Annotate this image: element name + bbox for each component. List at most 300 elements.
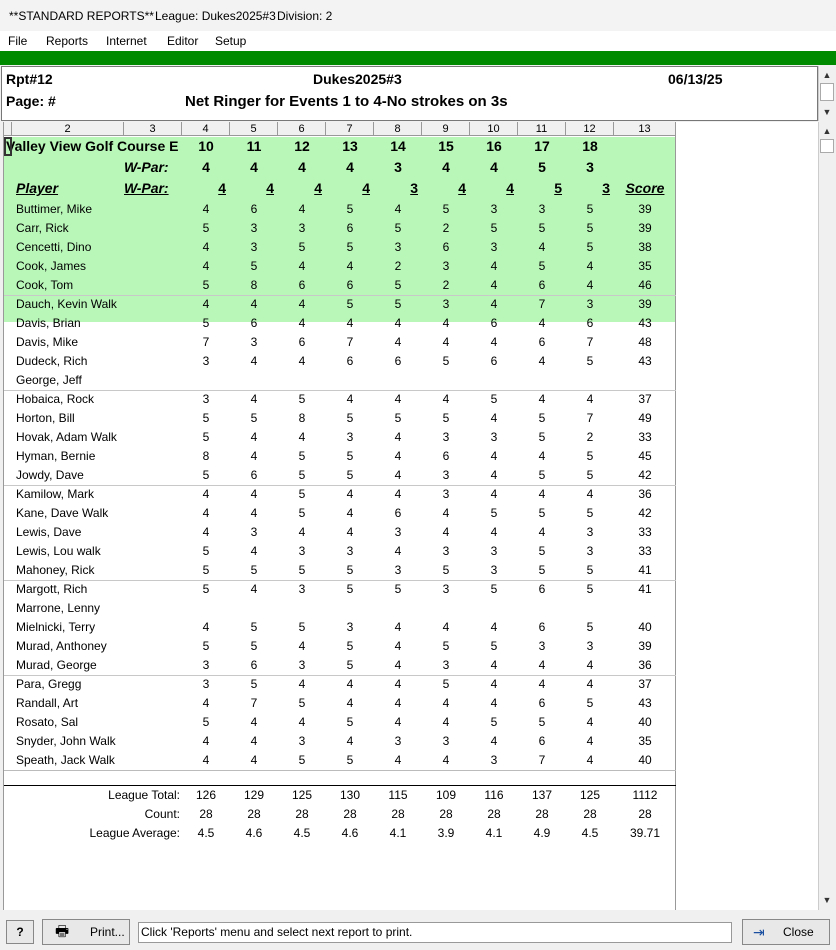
player-hole-score: 4 [490,335,498,349]
main-scrollbar[interactable] [818,122,835,910]
player-hole-score: 5 [250,620,258,634]
player-hole-score: 6 [250,202,258,216]
report-subtitle: Net Ringer for Events 1 to 4-No strokes on 3s [185,93,508,110]
player-hole-score: 3 [250,240,258,254]
hole-number: 17 [534,138,550,154]
summary-value: 4.5 [197,826,215,840]
player-hole-score: 5 [490,392,498,406]
player-hole-score: 3 [346,430,354,444]
player-hole-score: 4 [538,525,546,539]
player-hole-score: 4 [202,240,210,254]
player-hole-score [278,371,326,390]
player-hole-score: 8 [250,278,258,292]
player-name: Mielnicki, Terry [16,620,96,634]
summary-value: 137 [531,788,553,802]
summary-value: 129 [243,788,265,802]
summary-value: 115 [388,788,408,802]
report-league-name: Dukes2025#3 [313,71,402,87]
col-header[interactable]: 7 [326,122,374,136]
player-total-score: 35 [638,734,652,748]
player-name: Dauch, Kevin Walk [16,297,117,311]
player-hole-score: 5 [538,563,546,577]
summary-value: 4.5 [293,826,311,840]
player-hole-score: 5 [490,506,498,520]
wpar-value: 4 [490,159,498,175]
player-hole-score: 5 [394,278,402,292]
hole-number: 18 [582,138,598,154]
report-header [1,66,818,121]
player-hole-score: 5 [298,487,306,501]
hole-number: 12 [294,138,310,154]
player-name: Lewis, Lou walk [16,544,101,558]
player-hole-score: 5 [202,430,210,444]
col-header[interactable]: 8 [374,122,422,136]
header-scroll-thumb[interactable] [820,83,834,101]
player-total-score: 35 [638,259,652,273]
player-hole-score: 3 [490,563,498,577]
player-hole-score: 5 [346,658,354,672]
title-bar [0,0,836,31]
player-hole-score: 4 [202,696,210,710]
player-name: Cook, Tom [16,278,74,292]
player-hole-score: 3 [346,544,354,558]
summary-value: 130 [339,788,361,802]
player-hole-score [470,599,518,618]
menu-setup[interactable]: Setup [215,34,247,48]
player-hole-score: 5 [298,753,306,767]
player-hole-score: 5 [394,582,402,596]
player-hole-score: 5 [202,582,210,596]
col-header[interactable]: 2 [12,122,124,136]
player-hole-score: 4 [394,696,402,710]
player-hole-score: 5 [538,468,546,482]
player-hole-score: 4 [442,620,450,634]
player-total-score: 40 [638,715,652,729]
player-hole-score: 5 [298,563,306,577]
player-hole-score: 4 [586,734,594,748]
player-hole-score: 3 [202,392,210,406]
player-hole-score: 4 [394,468,402,482]
player-hole-score: 3 [202,677,210,691]
player-hole-score: 4 [394,430,402,444]
player-hole-score: 6 [586,316,594,330]
close-label: Close [783,925,814,939]
player-hole-score: 4 [586,392,594,406]
exit-door-icon: ⇥ [753,924,765,940]
player-hole-score: 5 [538,411,546,425]
player-name: Rosato, Sal [16,715,79,729]
player-hole-score [182,371,230,390]
player-hole-score: 5 [298,449,306,463]
player-hole-score: 2 [442,221,450,235]
player-hole-score: 5 [586,563,594,577]
summary-value: 4.6 [341,826,359,840]
player-total-score: 41 [638,563,652,577]
menu-internet[interactable]: Internet [106,34,147,48]
player-hole-score: 4 [586,715,594,729]
player-hole-score: 5 [346,582,354,596]
player-hole-score: 5 [586,221,594,235]
player-hole-score: 3 [250,335,258,349]
player-hole-score: 5 [442,677,450,691]
player-total-score [616,371,674,390]
player-hole-score: 3 [394,240,402,254]
player-hole-score: 5 [586,354,594,368]
col-header[interactable]: 3 [124,122,182,136]
player-hole-score: 4 [538,449,546,463]
player-hole-score: 4 [490,620,498,634]
col-header[interactable]: 4 [182,122,230,136]
player-hole-score: 5 [250,411,258,425]
wpar-value: 4 [362,180,370,196]
player-hole-score: 5 [586,202,594,216]
player-hole-score: 3 [442,259,450,273]
player-hole-score: 4 [442,335,450,349]
player-hole-score: 8 [298,411,306,425]
player-hole-score [326,599,374,618]
player-hole-score: 5 [346,715,354,729]
hole-number: 16 [486,138,502,154]
player-hole-score: 5 [202,715,210,729]
summary-value: 28 [199,807,213,821]
player-hole-score: 7 [538,297,546,311]
player-hole-score: 5 [394,297,402,311]
player-hole-score: 3 [442,582,450,596]
player-hole-score: 6 [394,354,402,368]
menu-file[interactable]: File [8,34,28,48]
player-hole-score: 4 [202,734,210,748]
player-total-score: 41 [638,582,652,596]
player-hole-score: 4 [490,677,498,691]
player-hole-score: 4 [394,487,402,501]
player-name: Horton, Bill [16,411,75,425]
player-hole-score: 6 [538,620,546,634]
player-hole-score: 4 [586,259,594,273]
player-hole-score: 4 [394,392,402,406]
player-hole-score: 5 [250,563,258,577]
player-hole-score: 6 [250,468,258,482]
player-hole-score: 4 [586,278,594,292]
player-total-score: 42 [638,468,652,482]
division-title: Division: 2 [277,9,333,23]
scroll-down-icon[interactable]: ▼ [822,107,832,117]
player-hole-score: 3 [490,430,498,444]
player-hole-score: 3 [394,734,402,748]
player-name: Para, Gregg [16,677,82,691]
wpar-value: 4 [506,180,514,196]
player-hole-score: 4 [250,487,258,501]
summary-value: 4.1 [485,826,503,840]
player-hole-score: 4 [442,525,450,539]
player-total-score [616,599,674,618]
player-hole-score: 5 [538,221,546,235]
player-hole-score: 4 [346,392,354,406]
player-hole-score: 3 [394,563,402,577]
menu-reports[interactable]: Reports [46,34,89,48]
col-header[interactable]: 6 [278,122,326,136]
status-text: Click 'Reports' menu and select next report to print. [138,922,732,943]
player-hole-score: 4 [202,506,210,520]
summary-value: 4.5 [581,826,599,840]
col-header[interactable]: 5 [230,122,278,136]
player-name: Hyman, Bernie [16,449,96,463]
player-hole-score: 4 [394,658,402,672]
help-icon: ? [16,925,24,939]
player-hole-score: 5 [586,506,594,520]
wpar-value: 4 [202,159,210,175]
player-hole-score: 4 [202,259,210,273]
player-hole-score: 4 [202,620,210,634]
print-label: Print... [90,925,125,939]
player-hole-score: 6 [538,335,546,349]
wpar-value: 3 [410,180,418,196]
summary-value: 28 [343,807,357,821]
player-total-score: 45 [638,449,652,463]
player-hole-score: 5 [538,715,546,729]
player-hole-score: 5 [538,259,546,273]
col-header[interactable]: 10 [470,122,518,136]
player-name: Mahoney, Rick [16,563,95,577]
player-hole-score: 5 [346,297,354,311]
player-hole-score: 5 [586,582,594,596]
wpar-value: 4 [442,159,450,175]
summary-value: 125 [579,788,601,802]
player-hole-score: 3 [298,544,306,558]
player-hole-score: 5 [442,563,450,577]
player-hole-score: 4 [346,316,354,330]
player-hole-score: 5 [298,696,306,710]
main-scroll-thumb[interactable] [820,139,834,153]
player-hole-score: 7 [586,411,594,425]
printer-icon: 🖶 [55,923,70,940]
player-hole-score: 4 [298,202,306,216]
summary-total: 39.71 [629,826,661,840]
player-total-score: 39 [638,639,652,653]
player-hole-score: 5 [394,221,402,235]
player-hole-score: 5 [346,563,354,577]
player-total-score: 33 [638,430,652,444]
player-column-header: Player [16,180,59,196]
player-hole-score: 5 [202,316,210,330]
player-hole-score: 5 [346,240,354,254]
player-total-score: 49 [638,411,652,425]
player-hole-score: 5 [202,468,210,482]
player-hole-score: 4 [442,715,450,729]
hole-number: 14 [390,138,406,154]
player-hole-score: 4 [346,487,354,501]
bottom-bar [0,912,836,950]
player-hole-score: 4 [346,696,354,710]
player-hole-score: 4 [538,240,546,254]
app-title: **STANDARD REPORTS** [9,9,154,23]
wpar-value: 3 [394,159,402,175]
player-hole-score: 4 [202,753,210,767]
wpar-value: 3 [602,180,610,196]
player-total-score: 36 [638,487,652,501]
summary-value: 4.9 [533,826,551,840]
wpar-value: 4 [218,180,226,196]
scroll-down-icon[interactable]: ▼ [822,895,832,905]
player-hole-score: 4 [346,506,354,520]
summary-value: 28 [295,807,309,821]
player-hole-score: 5 [538,430,546,444]
player-hole-score: 4 [394,639,402,653]
player-name: Cencetti, Dino [16,240,92,254]
player-hole-score [422,599,470,618]
player-hole-score: 4 [394,335,402,349]
player-hole-score: 4 [490,259,498,273]
player-hole-score: 4 [250,297,258,311]
player-hole-score: 6 [346,354,354,368]
player-hole-score: 5 [250,639,258,653]
player-name: Jowdy, Dave [16,468,84,482]
player-hole-score: 3 [298,658,306,672]
player-name: Cook, James [16,259,87,273]
summary-value: 125 [291,788,313,802]
player-hole-score: 4 [250,544,258,558]
player-hole-score: 2 [442,278,450,292]
player-hole-score: 3 [250,221,258,235]
player-hole-score [566,371,614,390]
player-hole-score: 4 [538,316,546,330]
summary-total: 28 [638,807,652,821]
summary-label: League Total: [108,788,180,802]
player-name: Randall, Art [16,696,79,710]
player-hole-score: 3 [442,487,450,501]
wpar-value: 4 [346,159,354,175]
player-hole-score: 4 [490,297,498,311]
player-hole-score: 6 [538,582,546,596]
player-hole-score: 4 [394,677,402,691]
player-total-score: 43 [638,316,652,330]
player-name: Lewis, Dave [16,525,82,539]
help-button[interactable] [6,920,34,944]
wpar-value: 4 [250,159,258,175]
player-hole-score: 3 [250,525,258,539]
summary-value: 28 [247,807,261,821]
player-hole-score: 3 [202,354,210,368]
player-hole-score: 4 [586,658,594,672]
player-hole-score: 5 [586,620,594,634]
player-hole-score: 4 [250,392,258,406]
wpar-value: 5 [538,159,546,175]
print-button[interactable] [42,919,130,945]
player-hole-score: 5 [490,715,498,729]
col-header[interactable]: 12 [566,122,614,136]
player-name: Kamilow, Mark [16,487,95,501]
player-hole-score: 4 [298,259,306,273]
player-hole-score: 5 [442,354,450,368]
col-header[interactable]: 13 [614,122,676,136]
player-hole-score: 6 [490,354,498,368]
player-hole-score: 6 [298,278,306,292]
player-hole-score: 4 [298,525,306,539]
summary-separator [4,770,676,771]
player-hole-score: 4 [298,316,306,330]
player-name: George, Jeff [16,373,82,387]
summary-value: 4.6 [245,826,263,840]
player-hole-score: 4 [298,430,306,444]
col-header[interactable]: 9 [422,122,470,136]
player-hole-score: 4 [346,525,354,539]
player-hole-score: 5 [490,582,498,596]
player-total-score: 39 [638,202,652,216]
col-header[interactable]: 11 [518,122,566,136]
player-total-score: 33 [638,544,652,558]
player-hole-score: 4 [586,753,594,767]
player-hole-score [374,599,422,618]
player-hole-score: 4 [490,278,498,292]
player-hole-score [182,599,230,618]
summary-value: 3.9 [437,826,455,840]
hole-number: 11 [246,138,262,154]
player-name: Murad, Anthoney [16,639,107,653]
player-hole-score: 2 [586,430,594,444]
close-button[interactable] [742,919,830,945]
active-cell-marker [4,137,12,156]
hole-number: 13 [342,138,358,154]
player-name: Hobaica, Rock [16,392,95,406]
scroll-up-icon[interactable]: ▲ [822,70,832,80]
player-hole-score: 4 [490,468,498,482]
header-scrollbar[interactable] [818,66,835,121]
player-hole-score: 4 [490,525,498,539]
player-total-score: 37 [638,392,652,406]
scroll-up-icon[interactable]: ▲ [822,126,832,136]
player-hole-score: 6 [250,316,258,330]
player-hole-score [422,371,470,390]
player-total-score: 48 [638,335,652,349]
player-total-score: 43 [638,354,652,368]
player-hole-score: 5 [394,411,402,425]
player-hole-score: 3 [586,639,594,653]
player-hole-score: 3 [298,582,306,596]
player-hole-score: 8 [202,449,210,463]
player-hole-score [278,599,326,618]
player-hole-score: 4 [586,677,594,691]
player-name: Margott, Rich [16,582,88,596]
player-hole-score: 6 [538,696,546,710]
player-hole-score: 5 [586,468,594,482]
player-hole-score [374,371,422,390]
player-hole-score: 4 [490,487,498,501]
player-hole-score: 4 [442,316,450,330]
player-hole-score: 5 [250,677,258,691]
hole-number: 10 [198,138,214,154]
wpar-label: W-Par: [124,159,169,175]
player-hole-score: 5 [298,468,306,482]
player-total-score: 36 [638,658,652,672]
player-hole-score: 7 [586,335,594,349]
player-hole-score: 5 [538,506,546,520]
menu-editor[interactable]: Editor [167,34,199,48]
player-hole-score: 2 [394,259,402,273]
player-hole-score: 5 [346,468,354,482]
player-hole-score: 4 [250,430,258,444]
player-hole-score: 3 [346,620,354,634]
report-number: Rpt#12 [6,71,53,87]
player-hole-score: 7 [346,335,354,349]
player-hole-score: 4 [538,354,546,368]
player-hole-score: 4 [346,677,354,691]
wpar-label: W-Par: [124,180,169,196]
player-hole-score: 4 [202,525,210,539]
summary-value: 126 [195,788,217,802]
player-name: Davis, Brian [16,316,81,330]
player-hole-score: 5 [538,544,546,558]
player-hole-score: 4 [250,753,258,767]
summary-total: 1112 [632,788,658,802]
